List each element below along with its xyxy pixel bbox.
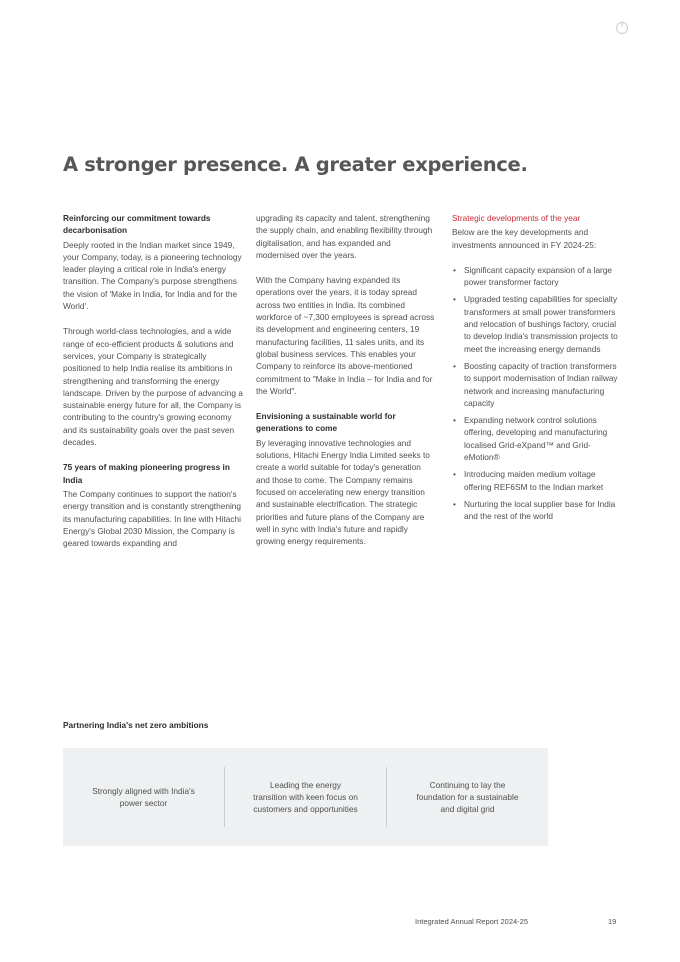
partnering-heading: Partnering India's net zero ambitions <box>63 720 209 730</box>
list-item: • Boosting capacity of traction transformers to support modernisation of Indian railway network and increasing manufacturing capacity <box>452 360 622 409</box>
list-item: • Introducing maiden medium voltage offering REF6SM to the Indian market <box>452 468 622 493</box>
partner-item: Strongly aligned with India's power sector <box>92 785 195 808</box>
heading-75-years: 75 years of making pioneering progress in India <box>63 462 230 485</box>
heading-sustainable-world: Envisioning a sustainable world for generations to come <box>256 411 396 434</box>
heading-strategic-developments: Strategic developments of the year <box>452 213 581 223</box>
paragraph-roots: Deeply rooted in the Indian market since 1949, your Company, today, is a pioneering technology leader playing a critical role in India's energy transition. The Company's purpose strengthens the vision of 'Make in India, for India and for the World'. <box>63 239 242 312</box>
list-item: • Upgraded testing capabilities for specialty transformers at small power transformers and relocation of bushings factory, crucial to develop India's transmission projects to meet the increasing energy demands <box>452 293 622 354</box>
paragraph-innovative: By leveraging innovative technologies and solutions, Hitachi Energy India Limited seeks to create a world suitable for today's generation and those to come. The Company remains focused on accelerating new energy transition and sustainable electrification. The strategic priorities and future plans of the Company are well in sync with India's future and rapidly growing energy requirements. <box>256 437 430 547</box>
partner-item: Leading the energy transition with keen focus on customers and opportunities <box>253 779 358 815</box>
paragraph-technologies: Through world-class technologies, and a wide range of eco-efficient products & solutions and services, your Company is strategically positioned to help India realise its ambitions in strengthening and transforming the energy landscape. Driven by the purpose of advancing a sustainable energy future for all, the Company is contributing to the country's growing economy and its sustainability goals over the past seven decades. <box>63 326 243 448</box>
partnering-panel <box>63 748 548 846</box>
logo-mark-icon <box>614 19 630 35</box>
heading-decarbonisation: Reinforcing our commitment towards decarbonisation <box>63 213 211 236</box>
page-number: 19 <box>608 917 617 926</box>
developments-list <box>452 264 622 523</box>
paragraph-upgrading: upgrading its capacity and talent, strengthening the supply chain, and enabling flexibility through digitalisation, and has expanded and modernised over the years. <box>256 213 433 260</box>
paragraph-key-developments: Below are the key developments and investments announced in FY 2024-25: <box>452 227 597 250</box>
list-item: • Nurturing the local supplier base for India and the rest of the world <box>452 498 622 523</box>
paragraph-workforce: With the Company having expanded its operations over the years, it is today spread across two entities in India. Its combined workforce of ~7,300 employees is spread across its development and engineering centers, 19 manufacturing facilities, 11 sales units, and its global business services. This enables your Company to reinforce its above-mentioned commitment to "Make in India – for India and for the World". <box>256 275 435 396</box>
page-title: A stronger presence. A greater experience. <box>63 153 528 176</box>
list-item: • Significant capacity expansion of a large power transformer factory <box>452 264 622 289</box>
footer-report-title: Integrated Annual Report 2024-25 <box>415 917 529 926</box>
paragraph-energy-transition: The Company continues to support the nation's energy transition and is constantly strengthening its manufacturing capabilities. In line with Hitachi Energy's Global 2030 Mission, the Company is geared towards expanding and <box>63 488 242 549</box>
list-item: • Expanding network control solutions offering, developing and manufacturing localised Grid-eXpand™ and Grid-eMotion® <box>452 414 622 463</box>
column-right <box>452 212 622 528</box>
column-middle <box>256 212 436 560</box>
partner-item: Continuing to lay the foundation for a sustainable and digital grid <box>416 779 519 815</box>
column-left <box>63 212 243 562</box>
